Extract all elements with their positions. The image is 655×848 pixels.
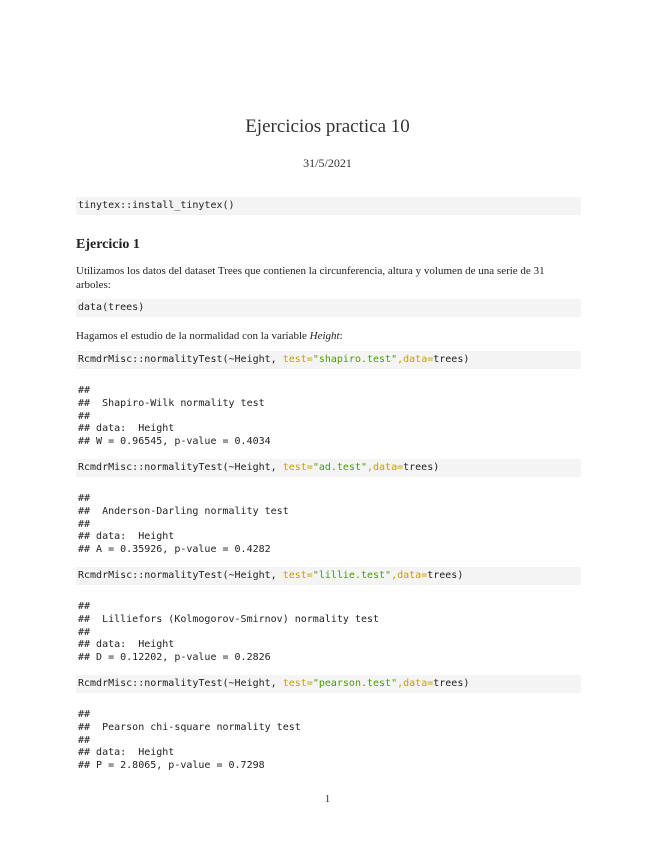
call-prefix: RcmdrMisc::normalityTest(~Height, [78,678,283,689]
output-pearson: ## ## Pearson chi-square normality test ## ## data: Height ## P = 2.8065, p-value = 0.7298 [78,709,301,771]
normality-variable: Height [309,330,340,342]
test-string: "ad.test" [312,462,367,473]
data-keyword: ,data= [391,570,428,581]
test-string: "lillie.test" [312,570,392,581]
call-prefix: RcmdrMisc::normalityTest(~Height, [78,570,283,581]
test-keyword: test= [282,354,313,365]
test-string: "pearson.test" [312,678,398,689]
data-keyword: ,data= [367,462,404,473]
normality-text-suffix: : [339,330,343,342]
intro-paragraph: Utilizamos los datos del dataset Trees que contienen la circunferencia, altura y volumen de una serie de 31 arboles: [76,265,545,291]
data-value: trees) [433,354,470,365]
normality-text-prefix: Hagamos el estudio de la normalidad con la variable [76,330,310,342]
data-keyword: ,data= [397,678,434,689]
test-keyword: test= [282,570,313,581]
data-keyword: ,data= [397,354,434,365]
document-title: Ejercicios practica 10 [245,116,410,137]
test-keyword: test= [282,462,313,473]
test-keyword: test= [282,678,313,689]
output-lilliefors: ## ## Lilliefors (Kolmogorov-Smirnov) normality test ## ## data: Height ## D = 0.12202, p-value = 0.2826 [78,601,380,663]
data-value: trees) [433,678,470,689]
call-prefix: RcmdrMisc::normalityTest(~Height, [78,462,283,473]
normality-paragraph [76,329,581,343]
call-prefix: RcmdrMisc::normalityTest(~Height, [78,354,283,365]
code-normality-test-lillie [76,567,581,585]
data-value: trees) [427,570,464,581]
code-normality-test-shapiro [76,351,581,369]
section-heading: Ejercicio 1 [76,237,140,252]
page-number: 1 [324,793,331,805]
test-string: "shapiro.test" [312,354,398,365]
data-value: trees) [403,462,440,473]
code-install-tinytex: tinytex::install_tinytex() [76,197,581,215]
output-anderson-darling: ## ## Anderson-Darling normality test ## ## data: Height ## A = 0.35926, p-value = 0.4282 [78,493,289,555]
code-normality-test-pearson [76,675,581,693]
output-shapiro: ## ## Shapiro-Wilk normality test ## ## data: Height ## W = 0.96545, p-value = 0.4034 [78,385,271,447]
document-date: 31/5/2021 [303,156,352,170]
code-normality-test-ad [76,459,581,477]
code-data-trees: data(trees) [76,299,581,317]
